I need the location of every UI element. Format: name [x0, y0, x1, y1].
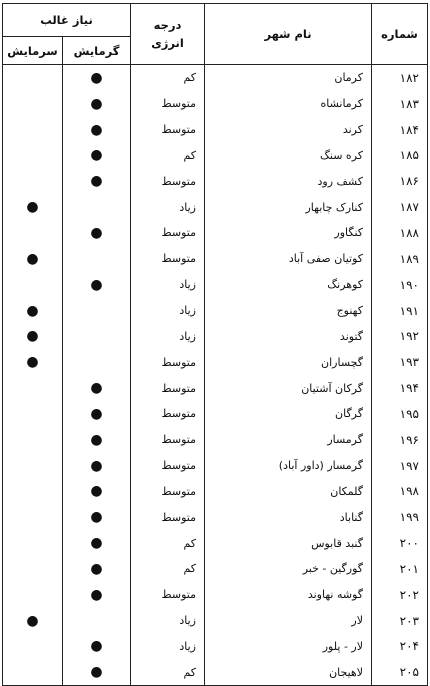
row-heating-marker — [63, 91, 131, 117]
row-number: ۱۹۲ — [372, 323, 428, 349]
bullet-dot-icon: ● — [90, 405, 103, 422]
row-number: ۱۸۲ — [372, 65, 428, 91]
header-cooling: سرمایش — [3, 37, 63, 65]
row-heating-marker — [63, 556, 131, 582]
row-number: ۱۸۹ — [372, 246, 428, 272]
row-city-name: لار — [205, 608, 372, 634]
row-heating-marker — [63, 272, 131, 298]
row-heating-marker — [63, 220, 131, 246]
bullet-dot-icon: ● — [26, 199, 39, 216]
header-number: شماره — [372, 4, 428, 65]
row-city-name: گرمسار (داور آباد) — [205, 453, 372, 479]
row-heating-marker — [63, 427, 131, 453]
table-row — [3, 479, 428, 505]
table-row — [3, 375, 428, 401]
row-energy-degree: کم — [131, 556, 205, 582]
row-energy-degree: متوسط — [131, 504, 205, 530]
row-heating-marker — [63, 582, 131, 608]
row-number: ۲۰۳ — [372, 608, 428, 634]
table-row — [3, 659, 428, 685]
row-cooling-marker — [3, 556, 63, 582]
row-cooling-marker — [3, 375, 63, 401]
row-heating-marker — [63, 634, 131, 660]
table-row — [3, 401, 428, 427]
row-heating-marker — [63, 349, 131, 375]
row-heating-marker — [63, 401, 131, 427]
table-row — [3, 608, 428, 634]
table-row — [3, 298, 428, 324]
row-city-name: لار - پلور — [205, 634, 372, 660]
row-number: ۱۹۵ — [372, 401, 428, 427]
table-row — [3, 272, 428, 298]
row-cooling-marker — [3, 453, 63, 479]
header-energy-degree: درجه انرژی — [131, 4, 205, 65]
row-city-name: لاهیجان — [205, 659, 372, 685]
table-row — [3, 168, 428, 194]
row-number: ۱۹۳ — [372, 349, 428, 375]
bullet-dot-icon: ● — [90, 224, 103, 241]
row-energy-degree: زیاد — [131, 608, 205, 634]
row-city-name: گنبد قابوس — [205, 530, 372, 556]
row-heating-marker — [63, 479, 131, 505]
row-heating-marker — [63, 504, 131, 530]
bullet-dot-icon: ● — [90, 586, 103, 603]
row-city-name: کشف رود — [205, 168, 372, 194]
row-cooling-marker — [3, 168, 63, 194]
header-dominant-need: نیاز غالب — [3, 4, 131, 37]
bullet-dot-icon: ● — [26, 250, 39, 267]
row-city-name: گناباد — [205, 504, 372, 530]
row-cooling-marker — [3, 91, 63, 117]
row-number: ۲۰۲ — [372, 582, 428, 608]
table-row — [3, 582, 428, 608]
row-energy-degree: متوسط — [131, 453, 205, 479]
bullet-dot-icon: ● — [26, 328, 39, 345]
row-number: ۱۸۸ — [372, 220, 428, 246]
row-number: ۲۰۰ — [372, 530, 428, 556]
row-heating-marker — [63, 65, 131, 91]
row-cooling-marker — [3, 194, 63, 220]
row-city-name: گچساران — [205, 349, 372, 375]
row-cooling-marker — [3, 143, 63, 169]
table-row — [3, 117, 428, 143]
row-energy-degree: متوسط — [131, 427, 205, 453]
row-heating-marker — [63, 375, 131, 401]
table-row — [3, 246, 428, 272]
row-cooling-marker — [3, 582, 63, 608]
table-row — [3, 220, 428, 246]
row-heating-marker — [63, 298, 131, 324]
row-number: ۱۹۴ — [372, 375, 428, 401]
row-cooling-marker — [3, 272, 63, 298]
table-row — [3, 91, 428, 117]
row-number: ۱۸۵ — [372, 143, 428, 169]
row-cooling-marker — [3, 323, 63, 349]
table-row — [3, 143, 428, 169]
row-city-name: گوشه نهاوند — [205, 582, 372, 608]
table-row — [3, 504, 428, 530]
row-number: ۱۸۴ — [372, 117, 428, 143]
row-city-name: کرند — [205, 117, 372, 143]
row-energy-degree: متوسط — [131, 220, 205, 246]
row-number: ۱۹۰ — [372, 272, 428, 298]
bullet-dot-icon: ● — [90, 483, 103, 500]
bullet-dot-icon: ● — [90, 147, 103, 164]
row-cooling-marker — [3, 659, 63, 685]
bullet-dot-icon: ● — [90, 535, 103, 552]
bullet-dot-icon: ● — [90, 380, 103, 397]
row-cooling-marker — [3, 65, 63, 91]
row-heating-marker — [63, 168, 131, 194]
bullet-dot-icon: ● — [26, 612, 39, 629]
row-number: ۱۹۸ — [372, 479, 428, 505]
header-city-name: نام شهر — [205, 4, 372, 65]
row-city-name: کرمانشاه — [205, 91, 372, 117]
row-heating-marker — [63, 246, 131, 272]
row-heating-marker — [63, 659, 131, 685]
row-city-name: گلمکان — [205, 479, 372, 505]
row-cooling-marker — [3, 117, 63, 143]
city-energy-table — [2, 3, 428, 686]
bullet-dot-icon: ● — [90, 431, 103, 448]
row-heating-marker — [63, 453, 131, 479]
row-cooling-marker — [3, 427, 63, 453]
row-energy-degree: متوسط — [131, 246, 205, 272]
row-cooling-marker — [3, 349, 63, 375]
row-city-name: کوهرنگ — [205, 272, 372, 298]
bullet-dot-icon: ● — [90, 173, 103, 190]
bullet-dot-icon: ● — [90, 69, 103, 86]
bullet-dot-icon: ● — [90, 457, 103, 474]
row-number: ۲۰۵ — [372, 659, 428, 685]
row-city-name: کوتیان صفی آباد — [205, 246, 372, 272]
row-energy-degree: متوسط — [131, 401, 205, 427]
bullet-dot-icon: ● — [90, 95, 103, 112]
table-row — [3, 634, 428, 660]
row-energy-degree: متوسط — [131, 349, 205, 375]
row-energy-degree: کم — [131, 143, 205, 169]
row-heating-marker — [63, 608, 131, 634]
row-city-name: گرگان — [205, 401, 372, 427]
row-energy-degree: متوسط — [131, 91, 205, 117]
row-energy-degree: زیاد — [131, 272, 205, 298]
row-number: ۱۸۶ — [372, 168, 428, 194]
row-cooling-marker — [3, 530, 63, 556]
bullet-dot-icon: ● — [90, 276, 103, 293]
row-cooling-marker — [3, 504, 63, 530]
row-energy-degree: زیاد — [131, 298, 205, 324]
row-number: ۱۹۱ — [372, 298, 428, 324]
row-energy-degree: متوسط — [131, 117, 205, 143]
row-city-name: گرکان آشتیان — [205, 375, 372, 401]
table-row — [3, 65, 428, 91]
table-row — [3, 530, 428, 556]
row-energy-degree: زیاد — [131, 323, 205, 349]
bullet-dot-icon: ● — [26, 354, 39, 371]
row-city-name: گتوند — [205, 323, 372, 349]
row-number: ۱۹۹ — [372, 504, 428, 530]
row-number: ۱۹۷ — [372, 453, 428, 479]
table-row — [3, 556, 428, 582]
row-cooling-marker — [3, 220, 63, 246]
bullet-dot-icon: ● — [90, 664, 103, 681]
row-city-name: کرمان — [205, 65, 372, 91]
table-row — [3, 349, 428, 375]
row-cooling-marker — [3, 608, 63, 634]
row-heating-marker — [63, 194, 131, 220]
row-number: ۱۹۶ — [372, 427, 428, 453]
city-energy-table-container — [2, 3, 427, 685]
row-cooling-marker — [3, 246, 63, 272]
row-heating-marker — [63, 117, 131, 143]
row-energy-degree: زیاد — [131, 634, 205, 660]
row-heating-marker — [63, 323, 131, 349]
row-cooling-marker — [3, 479, 63, 505]
row-energy-degree: متوسط — [131, 375, 205, 401]
row-number: ۲۰۴ — [372, 634, 428, 660]
row-number: ۲۰۱ — [372, 556, 428, 582]
bullet-dot-icon: ● — [90, 509, 103, 526]
row-energy-degree: زیاد — [131, 194, 205, 220]
row-city-name: گرمسار — [205, 427, 372, 453]
row-energy-degree: کم — [131, 65, 205, 91]
row-energy-degree: کم — [131, 659, 205, 685]
row-city-name: کنگاور — [205, 220, 372, 246]
row-energy-degree: متوسط — [131, 582, 205, 608]
bullet-dot-icon: ● — [26, 302, 39, 319]
row-city-name: کره سنگ — [205, 143, 372, 169]
table-row — [3, 323, 428, 349]
table-row — [3, 194, 428, 220]
table-body — [3, 65, 428, 686]
row-city-name: گورگین - خبر — [205, 556, 372, 582]
table-row — [3, 427, 428, 453]
row-cooling-marker — [3, 298, 63, 324]
row-heating-marker — [63, 143, 131, 169]
header-heating: گرمایش — [63, 37, 131, 65]
bullet-dot-icon: ● — [90, 560, 103, 577]
row-energy-degree: کم — [131, 530, 205, 556]
row-energy-degree: متوسط — [131, 479, 205, 505]
row-number: ۱۸۳ — [372, 91, 428, 117]
row-city-name: کنارک چابهار — [205, 194, 372, 220]
row-heating-marker — [63, 530, 131, 556]
bullet-dot-icon: ● — [90, 121, 103, 138]
row-cooling-marker — [3, 401, 63, 427]
table-row — [3, 453, 428, 479]
row-number: ۱۸۷ — [372, 194, 428, 220]
row-cooling-marker — [3, 634, 63, 660]
row-city-name: کهنوج — [205, 298, 372, 324]
bullet-dot-icon: ● — [90, 638, 103, 655]
row-energy-degree: متوسط — [131, 168, 205, 194]
